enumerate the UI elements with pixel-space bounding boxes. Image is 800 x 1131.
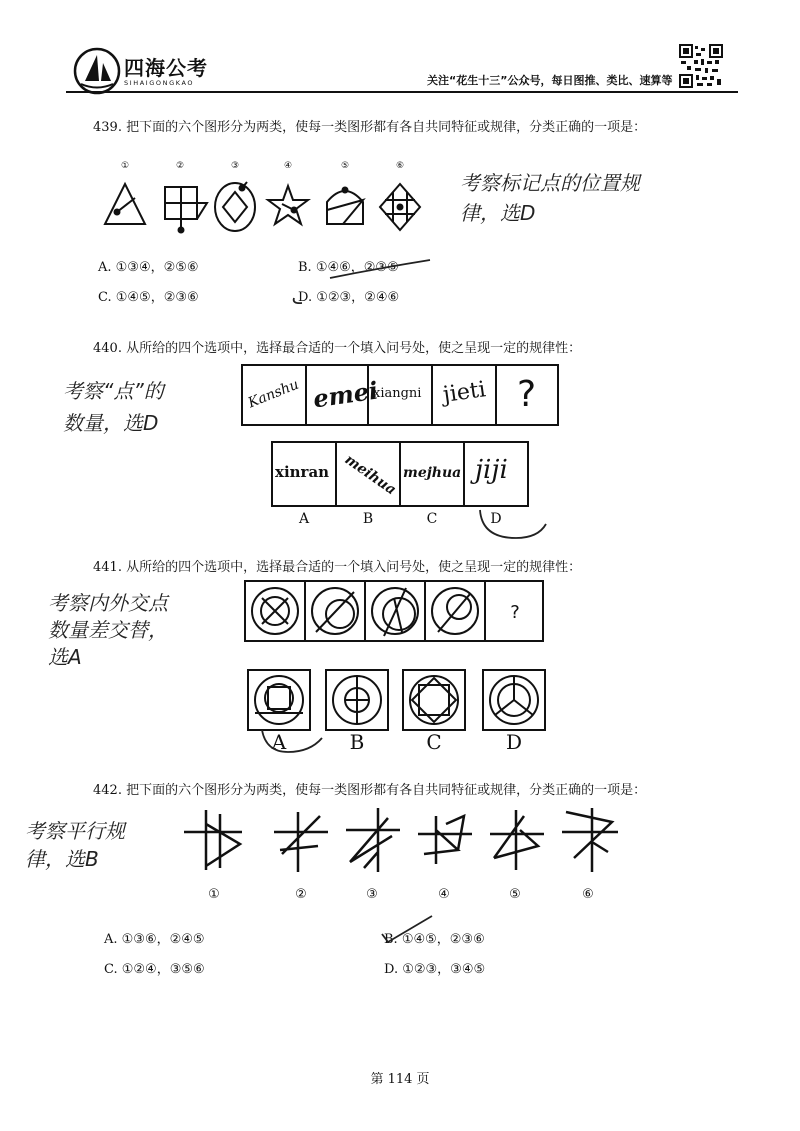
q440-option-cell-d — [463, 441, 529, 507]
q442-figure-5 — [490, 810, 544, 870]
q441-answer-mark — [258, 726, 328, 756]
q439-note-line-1: 考察标记点的位置规 — [460, 171, 640, 195]
q440-option-cell-a — [271, 441, 337, 507]
q440-word: jiji — [475, 455, 508, 485]
q441-seq-figure-3 — [372, 588, 418, 636]
q441-option-figure-c — [403, 670, 465, 730]
sail-logo-icon — [73, 47, 121, 95]
q440-seq-cell-2 — [305, 364, 380, 426]
q442-fig-num: ⑥ — [582, 887, 594, 902]
q441-sequence — [244, 580, 544, 642]
q441-option-figure-d — [483, 670, 545, 730]
q439-fig-num: ② — [175, 161, 185, 171]
q442-note-line-1: 考察平行规 — [25, 819, 125, 843]
q439-figure-2 — [165, 187, 207, 233]
q440-word: mejhua — [403, 465, 462, 481]
q440-word: xinran — [275, 463, 330, 481]
q440-seq-cell-5 — [495, 364, 559, 426]
q440-label-b: B — [362, 511, 374, 527]
header-slogan: 关注“花生十三”公众号，每日图推、类比、速算等 — [427, 74, 673, 87]
q442-option-a: A. ①③⑥，②④⑤ — [104, 932, 205, 947]
q441-seq-figure-2 — [312, 588, 358, 634]
q442-fig-num: ④ — [438, 887, 450, 902]
q439-option-a: A. ①③④，②⑤⑥ — [98, 260, 199, 275]
q441-note-line-1: 考察内外交点 — [48, 591, 168, 615]
q440-seq-cell-1 — [241, 364, 307, 426]
q439-note-line-2: 律，选D — [460, 201, 536, 225]
q442-fig-num: ② — [295, 887, 307, 902]
q441-note-line-3: 选A — [48, 645, 82, 669]
q441-option-figure-a — [248, 670, 310, 730]
q440-answer-mark — [472, 508, 552, 544]
q441-label-b: B — [349, 730, 365, 754]
q439-figures — [95, 152, 435, 242]
q440-label-a: A — [298, 511, 310, 527]
logo — [73, 47, 121, 95]
qr-code — [679, 44, 723, 88]
q440-word: xiangni — [373, 386, 422, 401]
q441-options — [247, 669, 547, 731]
q442-prompt: 442. 把下面的六个图形分为两类，使每一类图形都有各自共同特征或规律，分类正确的一项是： — [93, 783, 647, 798]
q441-option-figure-b — [326, 670, 388, 730]
q441-question-mark: ? — [510, 602, 520, 623]
qr-code-icon — [679, 44, 723, 88]
q439-figure-5 — [327, 188, 363, 225]
q439-fig-num: ④ — [283, 161, 293, 171]
q440-label-c: C — [426, 511, 438, 527]
q440-seq-cell-3 — [367, 364, 433, 426]
brand-subtitle: SIHAIGONGKAO — [124, 79, 195, 87]
q442-option-b: B. ①④⑤，②③⑥ — [384, 932, 485, 947]
q440-word: Kanshu — [245, 376, 302, 412]
q440-word: meihua — [341, 451, 399, 499]
q442-fig-num: ③ — [366, 887, 378, 902]
q439-option-c: C. ①④⑤，②③⑥ — [98, 290, 199, 305]
q442-fig-num: ① — [208, 887, 220, 902]
q440-note-line-1: 考察“点”的 — [63, 379, 164, 403]
q440-word: jieti — [441, 377, 488, 408]
brand-name: 四海公考 — [124, 56, 208, 80]
q442-fig-num: ⑤ — [509, 887, 521, 902]
q441-seq-figure-1 — [252, 588, 298, 634]
q441-seq-figure-4 — [432, 588, 478, 634]
q441-label-a: A — [271, 730, 287, 754]
q440-option-cell-c — [399, 441, 465, 507]
q442-option-d: D. ①②③，③④⑤ — [384, 962, 486, 977]
q439-fig-num: ⑤ — [340, 161, 350, 171]
q439-option-d: D. ①②③，②④⑥ — [298, 290, 400, 305]
q441-label-d: D — [505, 730, 523, 754]
q439-fig-num: ③ — [230, 161, 240, 171]
q440-seq-cell-4 — [431, 364, 497, 426]
q441-note-line-2: 数量差交替， — [48, 618, 168, 642]
q442-option-c: C. ①②④，③⑤⑥ — [104, 962, 205, 977]
q440-label-d: D — [490, 511, 502, 527]
q442-figures — [182, 802, 622, 912]
q440-prompt: 440. 从所给的四个选项中，选择最合适的一个填入问号处，使之呈现一定的规律性： — [93, 341, 582, 356]
q441-label-c: C — [426, 730, 442, 754]
q442-figure-4 — [418, 816, 472, 864]
q442-figure-2 — [274, 812, 328, 872]
q442-note-line-2: 律，选B — [25, 847, 99, 871]
q439-option-b: B. ①④⑥，②③⑤ — [298, 260, 399, 275]
q440-note-line-2: 数量，选D — [63, 411, 159, 435]
header-rule — [66, 91, 738, 93]
q441-prompt: 441. 从所给的四个选项中，选择最合适的一个填入问号处，使之呈现一定的规律性： — [93, 560, 582, 575]
q442-figure-1 — [184, 810, 242, 870]
q442-answer-mark — [378, 912, 438, 946]
q439-fig-num: ⑥ — [395, 161, 405, 171]
q442-figure-6 — [562, 808, 618, 872]
q440-word: emei — [311, 375, 380, 414]
q440-option-cell-b — [335, 441, 401, 507]
q439-figure-6 — [380, 184, 420, 230]
q439-prompt: 439. 把下面的六个图形分为两类，使每一类图形都有各自共同特征或规律，分类正确的一项是： — [93, 120, 647, 135]
q439-answer-mark — [290, 256, 450, 306]
q442-figure-3 — [346, 808, 400, 872]
q439-figure-4 — [268, 186, 308, 224]
question-mark: ? — [517, 374, 537, 415]
q439-figure-1 — [105, 184, 145, 224]
page-number: 第 114 页 — [370, 1072, 430, 1087]
q439-figure-3 — [215, 182, 255, 231]
q439-fig-num: ① — [120, 161, 130, 171]
